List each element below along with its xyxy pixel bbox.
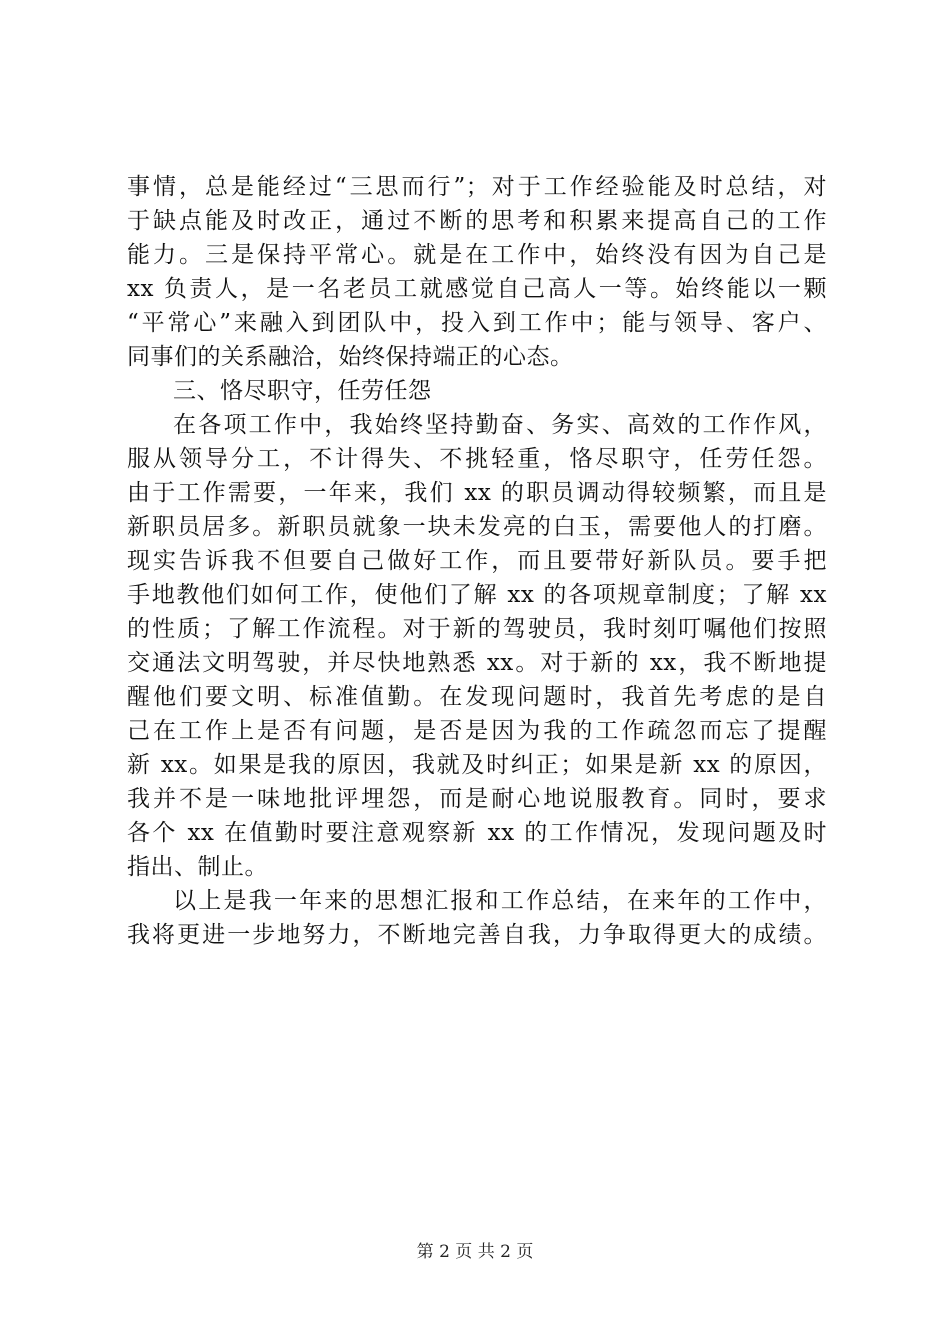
text-line: 能力。三是保持平常心。就是在工作中，始终没有因为自己是 bbox=[127, 242, 827, 268]
text-line: 的性质；了解工作流程。对于新的驾驶员，我时刻叮嘱他们按照 bbox=[127, 616, 827, 642]
text-line: 由于工作需要，一年来，我们 xx 的职员调动得较频繁，而且是 bbox=[127, 480, 827, 506]
text-line: 服从领导分工，不计得失、不挑轻重，恪尽职守，任劳任怨。 bbox=[127, 446, 827, 472]
text-line: 己在工作上是否有问题，是否是因为我的工作疏忽而忘了提醒 bbox=[127, 718, 827, 744]
text-line: 新职员居多。新职员就象一块未发亮的白玉，需要他人的打磨。 bbox=[127, 514, 827, 540]
text-line: 我将更进一步地努力，不断地完善自我，力争取得更大的成绩。 bbox=[127, 922, 827, 948]
text-line: 醒他们要文明、标准值勤。在发现问题时，我首先考虑的是自 bbox=[127, 684, 827, 710]
text-line: 新 xx。如果是我的原因，我就及时纠正；如果是新 xx 的原因， bbox=[127, 752, 827, 778]
text-line: 现实告诉我不但要自己做好工作，而且要带好新队员。要手把 bbox=[127, 548, 827, 574]
text-line: 于缺点能及时改正，通过不断的思考和积累来提高自己的工作 bbox=[127, 208, 827, 234]
text-line: xx 负责人，是一名老员工就感觉自己高人一等。始终能以一颗 bbox=[127, 276, 827, 302]
page-number-footer: 第 2 页 共 2 页 bbox=[416, 1242, 534, 1262]
text-line: “平常心”来融入到团队中，投入到工作中；能与领导、客户、 bbox=[127, 310, 827, 336]
text-line: 事情，总是能经过“三思而行”；对于工作经验能及时总结，对 bbox=[127, 174, 827, 200]
text-line: 我并不是一味地批评埋怨，而是耐心地说服教育。同时，要求 bbox=[127, 786, 827, 812]
text-line: 在各项工作中，我始终坚持勤奋、务实、高效的工作作风， bbox=[173, 412, 827, 438]
text-line: 手地教他们如何工作，使他们了解 xx 的各项规章制度；了解 xx bbox=[127, 582, 827, 608]
text-line: 同事们的关系融洽，始终保持端正的心态。 bbox=[127, 344, 574, 370]
section-heading: 三、恪尽职守，任劳任怨 bbox=[173, 378, 432, 404]
text-line: 交通法文明驾驶，并尽快地熟悉 xx。对于新的 xx，我不断地提 bbox=[127, 650, 827, 676]
text-line: 以上是我一年来的思想汇报和工作总结，在来年的工作中， bbox=[173, 888, 827, 914]
text-line: 各个 xx 在值勤时要注意观察新 xx 的工作情况，发现问题及时 bbox=[127, 820, 827, 846]
text-line: 指出、制止。 bbox=[127, 854, 268, 880]
document-body bbox=[127, 170, 827, 952]
